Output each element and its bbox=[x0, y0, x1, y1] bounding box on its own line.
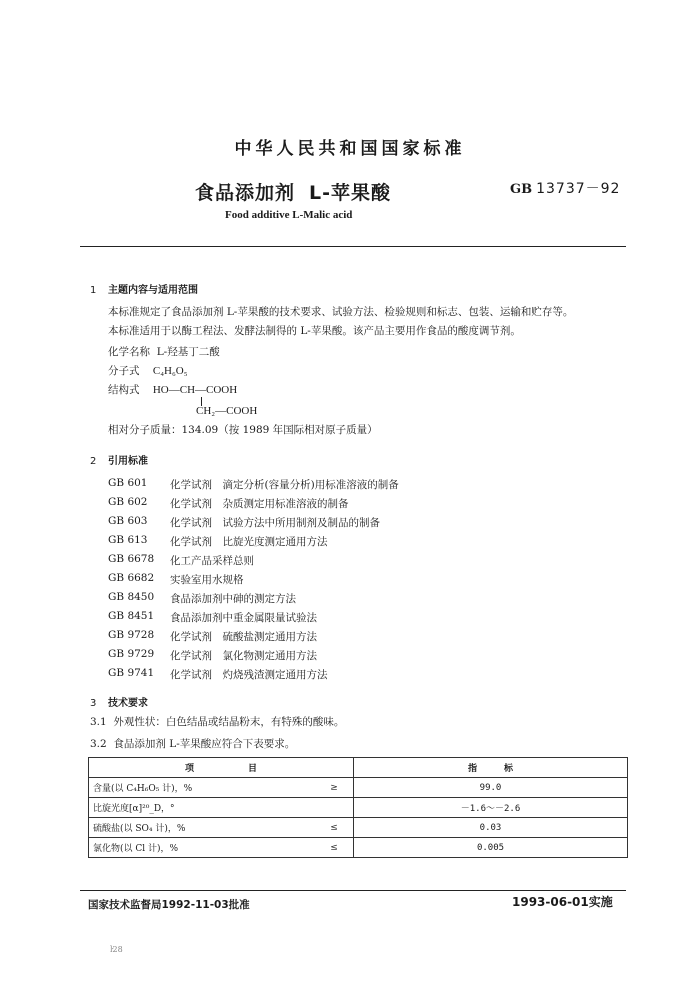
table-row bbox=[89, 778, 628, 798]
ref-text: 化工产品采样总则 bbox=[170, 555, 254, 567]
ref-code: GB 8450 bbox=[108, 591, 155, 603]
structure-row bbox=[108, 381, 237, 400]
page-number: ŀ28 bbox=[110, 945, 123, 954]
table-header-item: 项 目 bbox=[89, 758, 354, 778]
section-1-paragraph-2: 本标准适用于以酶工程法、发酵法制得的 L-苹果酸。该产品主要用作食品的酸度调节剂。 bbox=[108, 325, 521, 337]
formula-row bbox=[108, 362, 188, 381]
ref-text: 化学试剂 灼烧残渣测定通用方法 bbox=[170, 669, 328, 681]
section-3-title: 技术要求 bbox=[108, 698, 148, 709]
effective-date: 1993-06-01实施 bbox=[512, 895, 613, 909]
ref-code: GB 8451 bbox=[108, 610, 155, 622]
standard-title bbox=[195, 178, 391, 205]
table-cell-item: 比旋光度[α]²⁰_D，° bbox=[89, 798, 316, 818]
ref-code: GB 602 bbox=[108, 496, 148, 508]
ref-text: 化学试剂 比旋光度测定通用方法 bbox=[170, 536, 328, 548]
standard-code bbox=[510, 178, 620, 198]
clause-3-2 bbox=[90, 735, 295, 754]
clause-3-1-number: 3.1 bbox=[90, 716, 107, 728]
ref-text: 化学试剂 杂质测定用标准溶液的制备 bbox=[170, 498, 349, 510]
ref-text: 实验室用水规格 bbox=[170, 574, 244, 586]
requirements-table bbox=[88, 757, 628, 858]
table-cell-value: 0.005 bbox=[354, 838, 628, 858]
ref-text: 化学试剂 氯化物测定通用方法 bbox=[170, 650, 317, 662]
ref-code: GB 601 bbox=[108, 477, 148, 489]
ref-text: 食品添加剂中重金属限量试验法 bbox=[170, 612, 317, 624]
document-header: 中华人民共和国国家标准 bbox=[234, 139, 466, 159]
ref-text: 食品添加剂中砷的测定方法 bbox=[170, 593, 296, 605]
molecular-weight: 相对分子质量：134.09（按 1989 年国际相对原子质量） bbox=[108, 424, 378, 436]
clause-3-2-text: 食品添加剂 L-苹果酸应符合下表要求。 bbox=[113, 738, 296, 750]
clause-3-2-number: 3.2 bbox=[90, 738, 107, 750]
ref-code: GB 9729 bbox=[108, 648, 155, 660]
table-cell-item: 硫酸盐(以 SO₄ 计)，% bbox=[89, 818, 316, 838]
ref-text: 化学试剂 滴定分析(容量分析)用标准溶液的制备 bbox=[170, 479, 399, 491]
table-cell-value: －1.6～－2.6 bbox=[354, 798, 628, 818]
standard-code-prefix: GB bbox=[510, 182, 533, 197]
section-1-paragraph-1: 本标准规定了食品添加剂 L-苹果酸的技术要求、试验方法、检验规则和标志、包装、运输和贮存等。 bbox=[108, 306, 574, 318]
section-2-title: 引用标准 bbox=[108, 456, 148, 467]
table-row bbox=[89, 798, 628, 818]
table-header-index: 指 标 bbox=[354, 758, 628, 778]
table-cell-value: 0.03 bbox=[354, 818, 628, 838]
chemical-name: L-羟基丁二酸 bbox=[156, 346, 220, 358]
section-1-heading bbox=[90, 281, 198, 296]
table-cell-item: 氯化物(以 Cl 计)，% bbox=[89, 838, 316, 858]
structure-line-2: CH₂—COOH bbox=[196, 405, 258, 417]
section-3-number: 3 bbox=[90, 698, 97, 709]
english-title: Food additive L-Malic acid bbox=[225, 209, 353, 221]
formula-label: 分子式 bbox=[108, 365, 140, 377]
formula: C₄H₆O₅ bbox=[152, 365, 188, 377]
ref-code: GB 613 bbox=[108, 534, 148, 546]
standard-code-number: 13737－92 bbox=[536, 181, 621, 197]
header-divider bbox=[80, 246, 626, 247]
table-cell-operator: ≤ bbox=[315, 838, 354, 858]
table-cell-value: 99.0 bbox=[354, 778, 628, 798]
structure-label: 结构式 bbox=[108, 384, 140, 396]
section-3-heading bbox=[90, 694, 148, 709]
table-cell-operator: ≥ bbox=[315, 778, 354, 798]
standard-title-sub: L-苹果酸 bbox=[309, 182, 392, 204]
table-row bbox=[89, 818, 628, 838]
section-2-number: 2 bbox=[90, 456, 97, 467]
table-row bbox=[89, 838, 628, 858]
table-header-row bbox=[89, 758, 628, 778]
standard-title-main: 食品添加剂 bbox=[195, 182, 296, 204]
issue-date: 国家技术监督局1992-11-03批准 bbox=[88, 899, 250, 911]
ref-code: GB 9741 bbox=[108, 667, 155, 679]
section-1-title: 主题内容与适用范围 bbox=[108, 285, 198, 296]
ref-text: 化学试剂 试验方法中所用制剂及制品的制备 bbox=[170, 517, 380, 529]
clause-3-1-text: 外观性状：白色结晶或结晶粉末，有特殊的酸味。 bbox=[113, 716, 345, 728]
ref-text: 化学试剂 硫酸盐测定通用方法 bbox=[170, 631, 317, 643]
chemical-name-row bbox=[108, 343, 220, 362]
footer-divider bbox=[80, 890, 626, 891]
structure-line-1: HO—CH—COOH bbox=[152, 384, 238, 396]
ref-code: GB 603 bbox=[108, 515, 148, 527]
table-cell-item: 含量(以 C₄H₆O₅ 计)，% bbox=[89, 778, 316, 798]
table-cell-operator bbox=[315, 798, 354, 818]
ref-code: GB 6682 bbox=[108, 572, 155, 584]
chemical-name-label: 化学名称 bbox=[108, 346, 150, 358]
ref-code: GB 9728 bbox=[108, 629, 155, 641]
section-2-heading bbox=[90, 452, 148, 467]
clause-3-1 bbox=[90, 713, 344, 732]
ref-code: GB 6678 bbox=[108, 553, 155, 565]
table-cell-operator: ≤ bbox=[315, 818, 354, 838]
section-1-number: 1 bbox=[90, 285, 97, 296]
